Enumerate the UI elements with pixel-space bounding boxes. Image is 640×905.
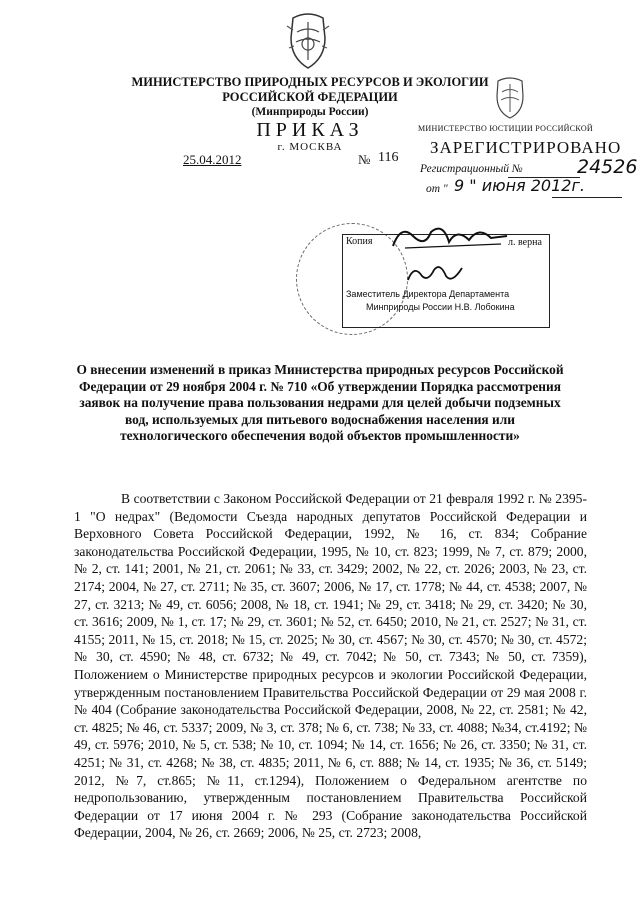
document-city: г. МОСКВА — [277, 141, 343, 153]
ministry-seal-icon — [490, 76, 530, 120]
document-number: 116 — [378, 150, 399, 165]
ministry-abbreviation: (Минприроды России) — [251, 106, 369, 118]
signatory-name: Минприроды России Н.В. Лобокина — [366, 302, 515, 312]
registration-stamp — [392, 76, 638, 202]
registration-date: 9 " июня 2012г. — [454, 176, 585, 195]
copy-label: Копия — [346, 236, 373, 247]
registration-date-label: от " — [426, 183, 448, 195]
order-body — [74, 490, 587, 842]
registration-date-underline — [552, 197, 622, 198]
coat-of-arms-icon — [283, 12, 333, 70]
document-type: ПРИКАЗ — [256, 119, 364, 141]
signatory-role: Заместитель Директора Департамента — [346, 289, 510, 299]
registration-number: 24526 — [577, 156, 638, 178]
body-paragraph: В соответствии с Законом Российской Федерации от 21 февраля 1992 г. № 2395-1 "О недрах" (Ведомости Съезда народных депутатов Российской Федерации и Верховного Совета Российской Федерации, 1992, № 16, ст. 834; Собрание законодательства Российской Федерации, 1995, № 10, ст. 823; 1999, № 7, ст. 879; 2000, № 2, ст. 141; 2001, № 21, ст. 2061; № 33, ст. 3429; 2002, № 22, ст. 2026; 2003, № 23, ст. 2174; 2004, № 27, ст. 2711; № 35, ст. 3607; 2006, № 17, ст. 1778; № 44, ст. 4538; 2007, № 27, ст. 3213; № 49, ст. 6056; 2008, № 18, ст. 1941; № 29, ст. 3418; № 29, ст. 3420; № 30, ст. 3616; 2009, № 1, ст. 17; № 29, ст. 3601; № 52, ст. 6450; 2010, № 21, ст. 2527; № 31, ст. 4155; 2011, № 15, ст. 2018; № 15, ст. 2025; № 30, ст. 4567; № 30, ст. 4570; № 30, ст. 4572; № 30, ст. 4590; № 48, ст. 6732; № 49, ст. 7042; № 50, ст. 7343; № 50, ст. 7359), Положением о Министерстве природных ресурсов и экологии Российской Федерации, утвержденным постановлением Правительства Российской Федерации от 29 мая 2008 г. № 404 (Собрание законодательства Российской Федерации, 2008, № 22, ст. 2581; № 42, ст. 4825; № 46, ст. 5337; 2009, № 3, ст. 378; № 6, ст. 738; № 33, ст. 4088; №34, ст.4192; № 49, ст. 5976; 2010, № 5, ст. 538; № 10, ст. 1094; № 14, ст. 1656; № 26, ст. 3350; № 31, ст. 4251; № 31, ст. 4268; № 38, ст. 4835; 2011, № 6, ст. 888; № 14, ст. 1935; № 36, ст. 5149; 2012, №7, ст.865; №11, ст.1294), Положением о Федеральном агентстве по недропользованию, утвержденным постановлением Правительства Российской Федерации от 17 июня 2004 г. № 293 (Собрание законодательства Российской Федерации, 2004, № 26, ст. 2669; 2006, № 25, ст. 2723; 2008, — [74, 491, 587, 841]
handwritten-signature-icon — [391, 218, 511, 254]
registered-label: ЗАРЕГИСТРИРОВАНО — [430, 138, 622, 157]
copy-correct-label: л. верна — [508, 237, 542, 248]
registration-number-label: Регистрационный № — [420, 163, 523, 175]
handwritten-initials-icon — [406, 260, 466, 286]
document-date: 25.04.2012 — [183, 152, 242, 167]
order-title: О внесении изменений в приказ Министерства природных ресурсов Российской Федерации от 29 ноября 2004 г. № 710 «Об утверждении Порядка рассмотрения заявок на получение права пользования недрами для целей добычи подземных вод, используемых для питьевого водоснабжения населения или технологического обеспечения водой объектов промышленности» — [76, 362, 564, 444]
ministry-name-line1: МИНИСТЕРСТВО ПРИРОДНЫХ РЕСУРСОВ И ЭКОЛОГИИ — [131, 75, 489, 89]
registration-authority: МИНИСТЕРСТВО ЮСТИЦИИ РОССИЙСКОЙ — [418, 124, 593, 133]
document-number-label: № — [358, 152, 371, 167]
copy-certification-stamp — [296, 218, 551, 333]
ministry-name-line2: РОССИЙСКОЙ ФЕДЕРАЦИИ — [222, 90, 398, 104]
